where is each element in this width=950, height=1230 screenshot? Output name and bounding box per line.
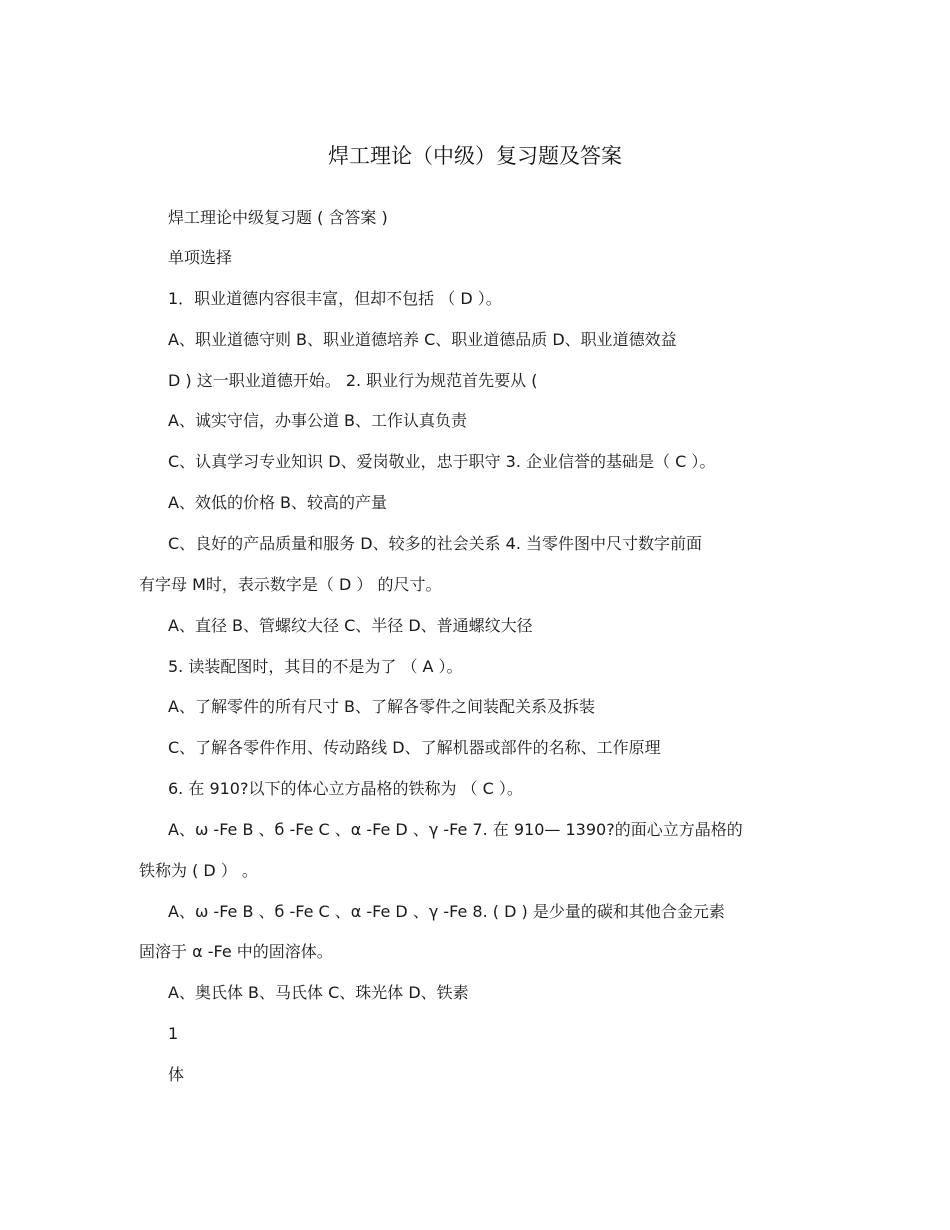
text-line-q3-options-a: A、效低的价格 B、较高的产量	[168, 493, 388, 512]
text-line-q1: 1．职业道德内容很丰富，但却不包括 （ D ）。	[168, 289, 502, 308]
text-line-q6: 6. 在 910?以下的体心立方晶格的铁称为 （ C ）。	[168, 779, 523, 798]
text-line-q1-options: A、职业道德守则 B、职业道德培养 C、职业道德品质 D、职业道德效益	[168, 330, 677, 349]
text-line-q2-options-b: C、认真学习专业知识 D、爱岗敬业，忠于职守 3. 企业信誉的基础是（ C ）。	[168, 452, 716, 471]
text-line-q4-options: A、直径 B、管螺纹大径 C、半径 D、普通螺纹大径	[168, 616, 533, 635]
text-line-q2: D ) 这一职业道德开始。 2. 职业行为规范首先要从 (	[168, 371, 538, 390]
text-line-q7-options: A、ω -Fe B 、б -Fe C 、α -Fe D 、γ -Fe 8. ( D ) 是少量的碳和其他合金元素	[168, 902, 725, 921]
text-line-trailing: 体	[168, 1065, 185, 1084]
text-line-q4-cont: 有字母 M时，表示数字是（ D ） 的尺寸。	[139, 575, 442, 594]
text-line-q5-options-a: A、了解零件的所有尺寸 B、了解各零件之间装配关系及拆装	[168, 697, 596, 716]
text-line-q8-cont: 固溶于 α -Fe 中的固溶体。	[139, 942, 333, 961]
text-line-section: 单项选择	[168, 248, 233, 267]
text-line-subtitle: 焊工理论中级复习题 ( 含答案 )	[168, 208, 388, 227]
text-line-q5: 5. 读装配图时，其目的不是为了 （ A ）。	[168, 657, 463, 676]
text-line-q5-options-b: C、了解各零件作用、传动路线 D、了解机器或部件的名称、工作原理	[168, 738, 661, 757]
text-line-q2-options-a: A、诚实守信，办事公道 B、工作认真负责	[168, 411, 468, 430]
text-line-q7-cont: 铁称为 ( D ） 。	[139, 861, 258, 880]
text-line-q3-options-b: C、良好的产品质量和服务 D、较多的社会关系 4. 当零件图中尺寸数字前面	[168, 534, 703, 553]
text-line-q6-options: A、ω -Fe B 、б -Fe C 、α -Fe D 、γ -Fe 7. 在 910— 1390?的面心立方晶格的	[168, 820, 743, 839]
document-title: 焊工理论（中级）复习题及答案	[328, 144, 622, 168]
page-number: 1	[168, 1024, 179, 1043]
text-line-q8-options: A、奥氏体 B、马氏体 C、珠光体 D、铁素	[168, 983, 469, 1002]
